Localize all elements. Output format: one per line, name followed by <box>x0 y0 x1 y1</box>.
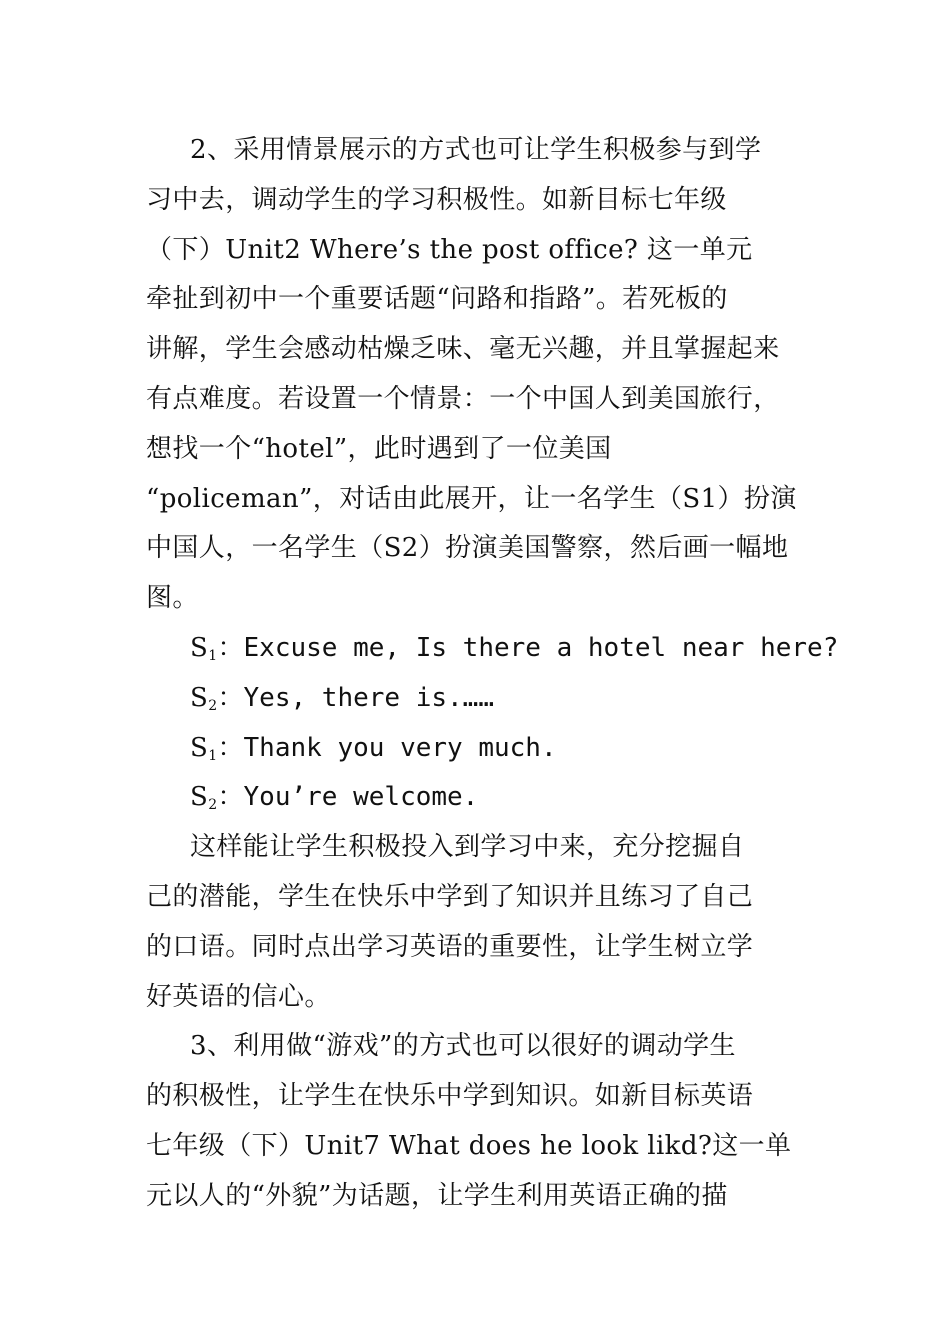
text-line: 元以人的“外貌”为话题，让学生利用英语正确的描 <box>146 1180 728 1211</box>
dialogue-line <box>146 773 810 823</box>
text-line: “policeman”，对话由此展开，让一名学生（S1）扮演 <box>146 483 797 514</box>
text-line: 图。 <box>146 583 199 614</box>
dialogue-line <box>146 674 810 724</box>
text-line: 想找一个“hotel”，此时遇到了一位美国 <box>146 433 612 464</box>
speaker-label: $S_1$ <box>190 632 218 664</box>
dialogue-line <box>146 624 839 674</box>
dialogue-text: ：Excuse me, Is there a hotel near here? <box>217 632 839 663</box>
text-line: 中国人，一名学生（S2）扮演美国警察，然后画一幅地 <box>146 533 789 564</box>
text-line: 牵扯到初中一个重要话题“问路和指路”。若死板的 <box>146 284 728 315</box>
text-line: 这样能让学生积极投入到学习中来，充分挖掘自 <box>190 832 745 863</box>
text-line: 有点难度。若设置一个情景：一个中国人到美国旅行， <box>146 383 780 414</box>
text-line: （下）Unit2 Where’s the post office? 这一单元 <box>146 234 753 265</box>
text-line: 3、利用做“游戏”的方式也可以很好的调动学生 <box>190 1031 736 1062</box>
dialogue <box>146 624 839 823</box>
text-line: 讲解，学生会感动枯燥乏味、毫无兴趣，并且掌握起来 <box>146 334 780 365</box>
paragraph-2 <box>146 126 810 624</box>
paragraph-3 <box>146 1022 810 1221</box>
dialogue-text: ：Thank you very much. <box>217 732 557 763</box>
text-line: 己的潜能，学生在快乐中学到了知识并且练习了自己 <box>146 881 754 912</box>
dialogue-line <box>146 724 810 774</box>
text-line: 2、采用情景展示的方式也可让学生积极参与到学 <box>190 135 762 165</box>
speaker-label: $S_2$ <box>190 682 218 714</box>
paragraph-summary <box>146 823 810 1022</box>
text-line: 好英语的信心。 <box>146 981 331 1012</box>
text-line: 七年级（下）Unit7 What does he look likd?这一单 <box>146 1130 792 1161</box>
text-line: 习中去，调动学生的学习积极性。如新目标七年级 <box>146 184 727 215</box>
speaker-label: $S_2$ <box>190 782 218 814</box>
text-line: 的口语。同时点出学习英语的重要性，让学生树立学 <box>146 931 754 962</box>
dialogue-text: ：You’re welcome. <box>217 782 479 813</box>
dialogue-text: ：Yes, there is.…… <box>217 682 494 713</box>
speaker-label: $S_1$ <box>190 732 218 764</box>
document-page <box>146 126 839 1222</box>
text-line: 的积极性，让学生在快乐中学到知识。如新目标英语 <box>146 1081 754 1112</box>
